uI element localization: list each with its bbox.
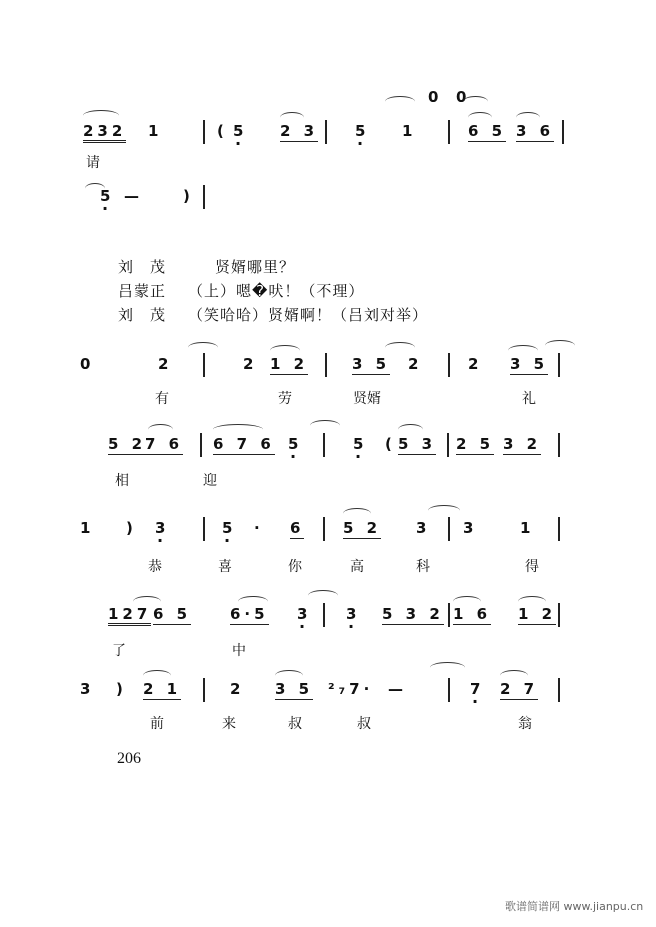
lyric: 了 <box>112 643 126 659</box>
rest-above: 0 <box>456 88 471 106</box>
note: 3 5 <box>510 355 549 373</box>
note: 5 2 <box>108 435 147 453</box>
note: 2 5 <box>456 435 495 453</box>
slur <box>463 96 488 107</box>
note: 7 6 <box>145 435 184 453</box>
note: 3 <box>463 519 478 537</box>
slur <box>518 596 546 607</box>
barline <box>323 433 325 457</box>
barline <box>447 433 449 457</box>
lyric: 有 <box>155 391 169 407</box>
rest-above: 0 <box>428 88 443 106</box>
lyric: 请 <box>86 155 100 171</box>
note: 2 <box>408 355 423 373</box>
lyric: 你 <box>288 559 302 575</box>
lyric: 科 <box>416 559 430 575</box>
note: 2 <box>230 680 245 698</box>
barline <box>448 603 450 627</box>
barline <box>323 603 325 627</box>
note: 1 2 <box>518 605 557 623</box>
barline <box>448 678 450 702</box>
note: 6 7 6 <box>213 435 275 453</box>
lyric: 来 <box>222 716 236 732</box>
slur <box>275 670 303 681</box>
note: ( <box>217 122 228 140</box>
note: ( <box>385 435 396 453</box>
slur <box>500 670 528 681</box>
slur <box>468 112 492 123</box>
barline <box>325 353 327 377</box>
slur <box>270 345 300 356</box>
slur <box>428 505 460 516</box>
barline <box>203 353 205 377</box>
note: 1 2 <box>270 355 309 373</box>
note: 3 <box>80 680 95 698</box>
note: 7 · <box>470 680 484 698</box>
note: ) <box>116 680 127 698</box>
note: 3 · <box>155 519 169 537</box>
barline <box>325 120 327 144</box>
note: — <box>124 187 143 205</box>
note: ²₇7· <box>328 680 374 698</box>
slur <box>310 420 340 431</box>
barline <box>562 120 564 144</box>
barline <box>448 120 450 144</box>
slur <box>85 183 105 194</box>
note: 3 5 <box>352 355 391 373</box>
lyric: 迎 <box>203 473 217 489</box>
barline <box>558 433 560 457</box>
note: 1 <box>520 519 535 537</box>
barline <box>323 517 325 541</box>
note: 5 · <box>355 122 369 140</box>
slur <box>238 596 268 607</box>
note: 1 <box>402 122 417 140</box>
barline <box>558 353 560 377</box>
note: 1 <box>148 122 163 140</box>
note: 5 · <box>353 435 367 453</box>
note: 5 3 <box>398 435 437 453</box>
lyric: 翁 <box>518 716 532 732</box>
lyric: 劳 <box>278 391 292 407</box>
note: 3 <box>416 519 431 537</box>
lyric: 礼 <box>522 391 536 407</box>
slur <box>430 662 465 673</box>
note: ) <box>183 187 194 205</box>
dialogue-line: 贤婿哪里？ <box>215 258 296 276</box>
slur <box>308 590 338 601</box>
dialogue-speaker: 刘 茂 <box>118 258 167 276</box>
barline <box>200 433 202 457</box>
note: 3 5 <box>275 680 314 698</box>
dialogue-line: （上）嗯�吠！（不理） <box>188 282 365 300</box>
note: 127 <box>108 605 151 626</box>
note: 6 5 <box>468 122 507 140</box>
slur <box>398 424 423 435</box>
lyric: 中 <box>232 643 246 659</box>
slur <box>148 424 173 435</box>
slur <box>516 112 540 123</box>
lyric: 叔 <box>357 716 371 732</box>
slur <box>133 596 161 607</box>
barline <box>203 185 205 209</box>
note: 2 <box>468 355 483 373</box>
note: 1 6 <box>453 605 492 623</box>
note: 2 <box>243 355 258 373</box>
barline <box>448 517 450 541</box>
watermark: 歌谱简谱网 www.jianpu.cn <box>505 900 644 913</box>
note: — <box>388 680 407 698</box>
note: 5 · <box>288 435 302 453</box>
note: 6 5 <box>153 605 192 623</box>
note: 5 3 2 <box>382 605 444 623</box>
slur <box>213 424 263 435</box>
note: 6 <box>290 519 305 537</box>
lyric: 喜 <box>218 559 232 575</box>
slur <box>508 345 538 356</box>
note: 6·5 <box>230 605 269 623</box>
barline <box>203 120 205 144</box>
barline <box>203 678 205 702</box>
dialogue-speaker: 刘 茂 <box>118 306 167 324</box>
note: 0 <box>80 355 95 373</box>
lyric: 恭 <box>148 559 162 575</box>
page-number: 206 <box>117 750 141 767</box>
note: 2 7 <box>500 680 539 698</box>
lyric: 高 <box>350 559 364 575</box>
note: 2 <box>158 355 173 373</box>
slur <box>188 342 218 353</box>
slur <box>385 342 415 353</box>
slur <box>385 96 415 107</box>
note: 2 1 <box>143 680 182 698</box>
slur <box>343 508 371 519</box>
slur <box>143 670 171 681</box>
lyric: 叔 <box>288 716 302 732</box>
lyric: 相 <box>115 473 129 489</box>
lyric: 得 <box>525 559 539 575</box>
barline <box>558 603 560 627</box>
note: 5 · <box>100 187 114 205</box>
note: 3 2 <box>503 435 542 453</box>
note: 3 · <box>297 605 311 623</box>
barline <box>558 678 560 702</box>
note: ) <box>126 519 137 537</box>
slur <box>453 596 481 607</box>
barline <box>448 353 450 377</box>
barline <box>558 517 560 541</box>
note: 5 · <box>233 122 247 140</box>
lyric: 前 <box>150 716 164 732</box>
slur <box>280 112 304 123</box>
note: 232 <box>83 122 126 143</box>
note: 5 · <box>222 519 236 537</box>
note: 3 · <box>346 605 360 623</box>
dialogue-speaker: 吕蒙正 <box>118 282 167 300</box>
note: · <box>254 519 264 537</box>
lyric: 贤婿 <box>353 391 381 407</box>
slur <box>545 340 575 351</box>
note: 3 6 <box>516 122 555 140</box>
slur <box>83 110 119 121</box>
note: 1 <box>80 519 95 537</box>
note: 5 2 <box>343 519 382 537</box>
note: 2 3 <box>280 122 319 140</box>
barline <box>203 517 205 541</box>
dialogue-line: （笑哈哈）贤婿啊！（吕刘对举） <box>188 306 429 324</box>
